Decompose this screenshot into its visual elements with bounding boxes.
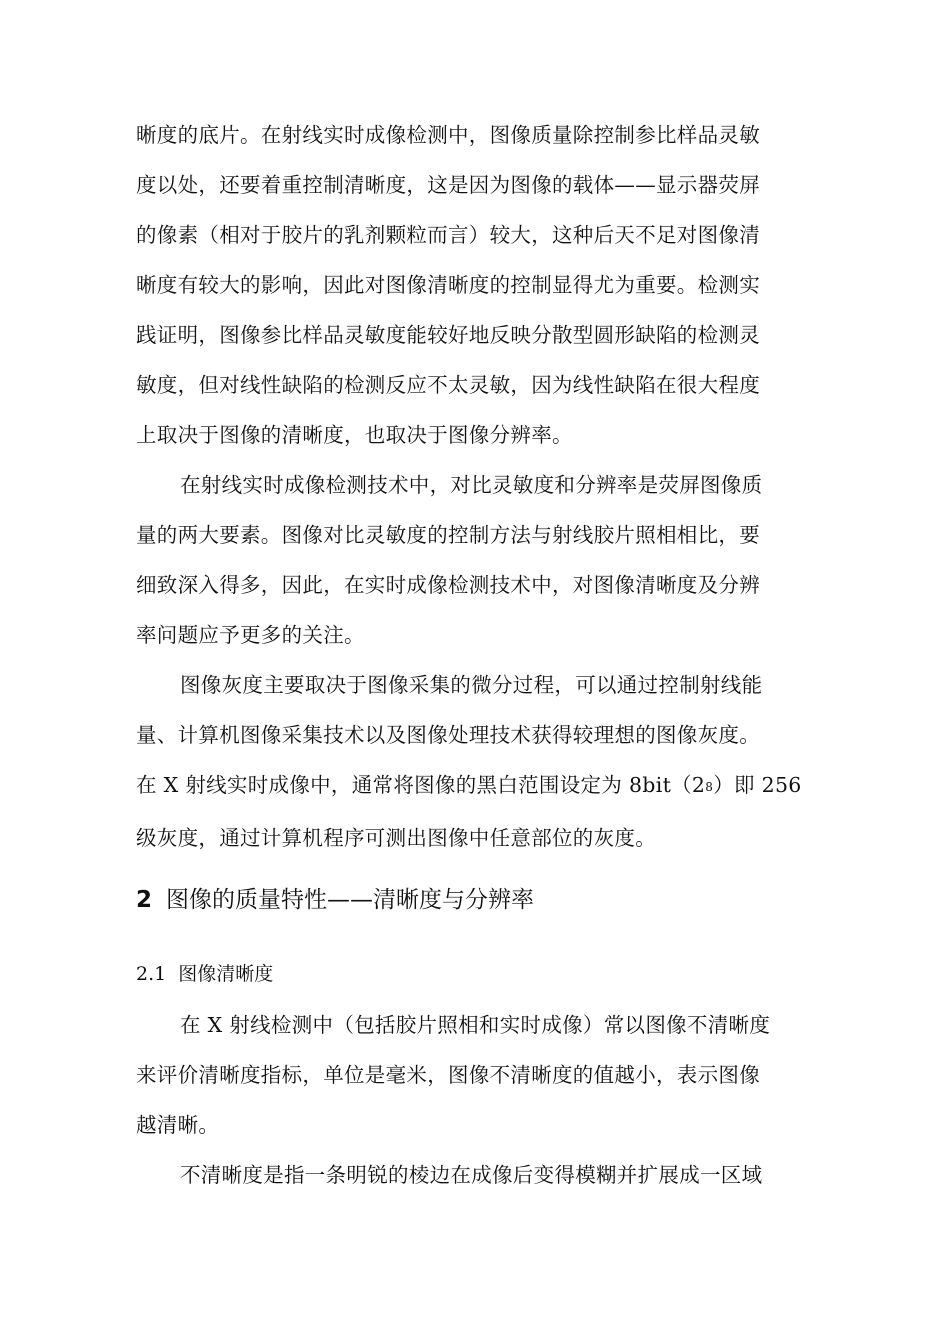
paragraph-line: 晰度有较大的影响，因此对图像清晰度的控制显得尤为重要。检测实 — [136, 273, 760, 297]
paragraph-3 — [136, 660, 816, 863]
paragraph-line: 上取决于图像的清晰度，也取决于图像分辨率。 — [136, 423, 573, 447]
paragraph-line: 量的两大要素。图像对比灵敏度的控制方法与射线胶片照相相比，要 — [136, 523, 760, 547]
subsection-title: 图像清晰度 — [178, 963, 274, 985]
paragraph-line: 率问题应予更多的关注。 — [136, 623, 365, 647]
paragraph-line: 级灰度，通过计算机程序可测出图像中任意部位的灰度。 — [136, 826, 656, 850]
paragraph-line: 来评价清晰度指标，单位是毫米，图像不清晰度的值越小，表示图像 — [136, 1063, 760, 1087]
text-run: 在 X 射线实时成像中，通常将图像的黑白范围设定为 8bit（2 — [136, 773, 706, 797]
paragraph-line: 图像灰度主要取决于图像采集的微分过程，可以通过控制射线能 — [180, 673, 763, 697]
paragraph-line: 不清晰度是指一条明锐的棱边在成像后变得模糊并扩展成一区域 — [180, 1163, 763, 1187]
paragraph-line: 敏度，但对线性缺陷的检测反应不太灵敏，因为线性缺陷在很大程度 — [136, 373, 760, 397]
paragraph-line: 在 X 射线检测中（包括胶片照相和实时成像）常以图像不清晰度 — [180, 1013, 771, 1037]
subsection-heading-2-1 — [136, 954, 273, 994]
paragraph-line: 细致深入得多，因此，在实时成像检测技术中，对图像清晰度及分辨 — [136, 573, 760, 597]
paragraph-line: 度以处，还要着重控制清晰度，这是因为图像的载体——显示器荧屏 — [136, 173, 760, 197]
paragraph-5 — [136, 1150, 816, 1200]
paragraph-4 — [136, 1000, 816, 1150]
paragraph-2 — [136, 460, 816, 660]
paragraph-line: 践证明，图像参比样品灵敏度能较好地反映分散型圆形缺陷的检测灵 — [136, 323, 760, 347]
subsection-number: 2.1 — [136, 963, 167, 985]
text-run: ）即 256 — [713, 773, 802, 797]
superscript: 8 — [705, 780, 714, 794]
section-number: 2 — [136, 887, 153, 913]
paragraph-line: 在射线实时成像检测技术中，对比灵敏度和分辨率是荧屏图像质 — [180, 473, 763, 497]
paragraph-line — [136, 760, 816, 813]
paragraph-line: 越清晰。 — [136, 1113, 220, 1137]
paragraph-line: 晰度的底片。在射线实时成像检测中，图像质量除控制参比样品灵敏 — [136, 123, 760, 147]
paragraph-line: 的像素（相对于胶片的乳剂颗粒而言）较大，这种后天不足对图像清 — [136, 223, 760, 247]
paragraph-1 — [136, 110, 816, 460]
paragraph-line: 量、计算机图像采集技术以及图像处理技术获得较理想的图像灰度。 — [136, 723, 760, 747]
section-title: 图像的质量特性——清晰度与分辨率 — [166, 887, 535, 913]
section-heading-2 — [136, 878, 534, 922]
